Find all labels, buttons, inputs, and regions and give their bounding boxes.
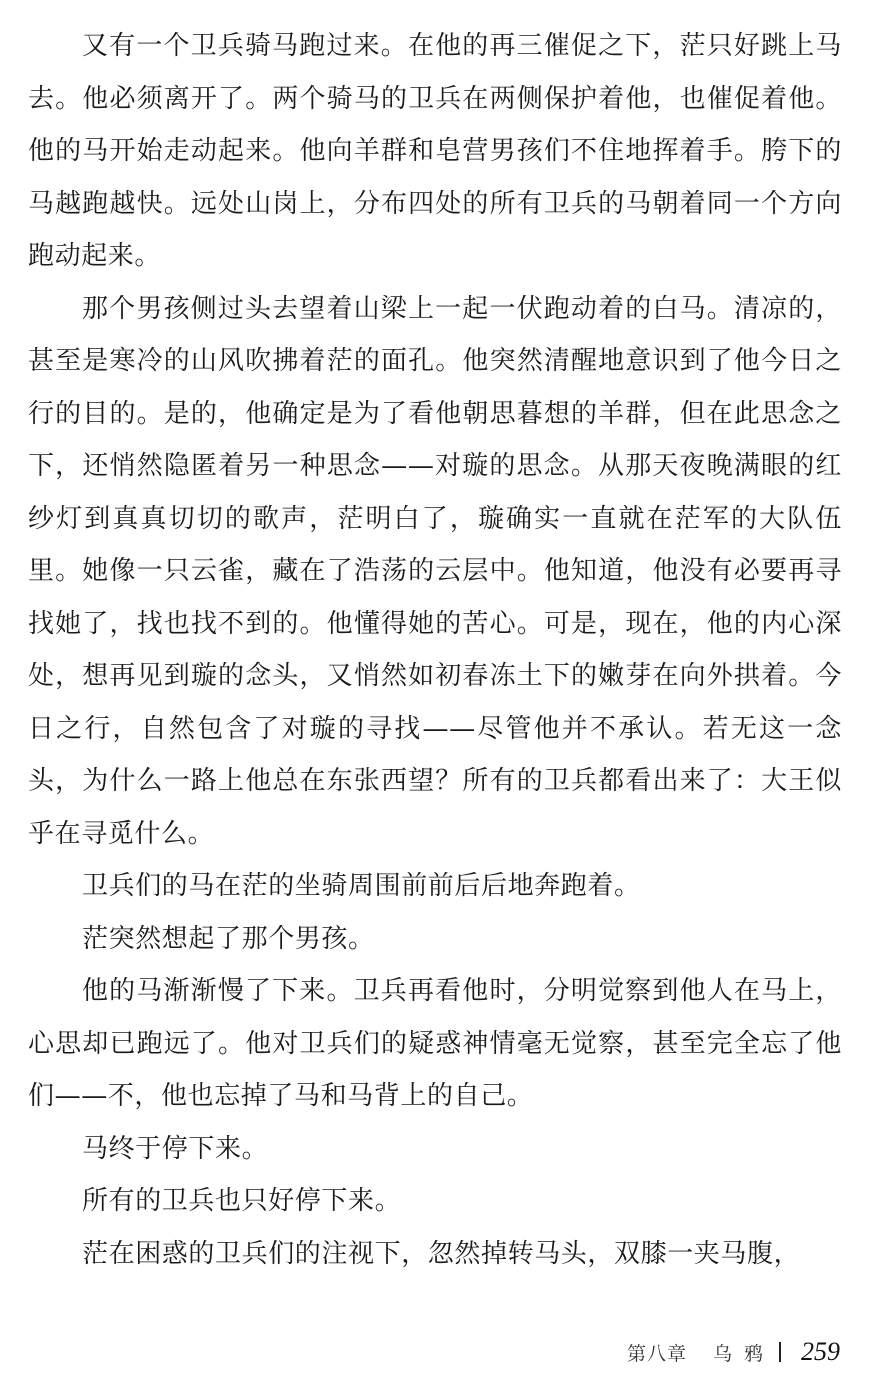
footer-divider — [779, 1342, 781, 1362]
paragraph: 茫在困惑的卫兵们的注视下，忽然掉转马头，双膝一夹马腹， — [82, 1238, 801, 1269]
page-footer — [627, 1332, 840, 1372]
paragraph: 茫突然想起了那个男孩。 — [82, 923, 375, 954]
page-body — [28, 20, 842, 1280]
chapter-title: 乌鸦 — [712, 1342, 775, 1365]
page-number: 259 — [801, 1337, 840, 1366]
paragraph: 卫兵们的马在茫的坐骑周围前前后后地奔跑着。 — [82, 871, 641, 901]
paragraph: 所有的卫兵也只好停下来。 — [82, 1186, 402, 1216]
paragraph: 又有一个卫兵骑马跑过来。在他的再三催促之下，茫只好跳上马去。他必须离开了。两个骑马的卫兵在两侧保护着他，也催促着他。他的马开始走动起来。他向羊群和皂营男孩们不住地挥着手。胯下的马越跑越快。远处山岗上，分布四处的所有卫兵的马朝着同一个方向跑动起来。 — [28, 31, 842, 271]
chapter-label: 第八章 — [626, 1342, 687, 1365]
paragraph: 他的马渐渐慢了下来。卫兵再看他时，分明觉察到他人在马上，心思却已跑远了。他对卫兵们的疑惑神情毫无觉察，甚至完全忘了他们——不，他也忘掉了马和马背上的自己。 — [28, 976, 842, 1111]
paragraph: 马终于停下来。 — [82, 1133, 269, 1164]
paragraph: 那个男孩侧过头去望着山梁上一起一伏跑动着的白马。清凉的，甚至是寒冷的山风吹拂着茫的面孔。他突然清醒地意识到了他今日之行的目的。是的，他确定是为了看他朝思暮想的羊群，但在此思念之下，还悄然隐匿着另一种思念——对璇的思念。从那天夜晚满眼的红纱灯到真真切切的歌声，茫明白了，璇确实一直就在茫军的大队伍里。她像一只云雀，藏在了浩荡的云层中。他知道，他没有必要再寻找她了，找也找不到的。他懂得她的苦心。可是，现在，他的内心深处，想再见到璇的念头，又悄然如初春冻土下的嫩芽在向外拱着。今日之行，自然包含了对璇的寻找——尽管他并不承认。若无这一念头，为什么一路上他总在东张西望？所有的卫兵都看出来了：大王似乎在寻觅什么。 — [28, 293, 842, 849]
